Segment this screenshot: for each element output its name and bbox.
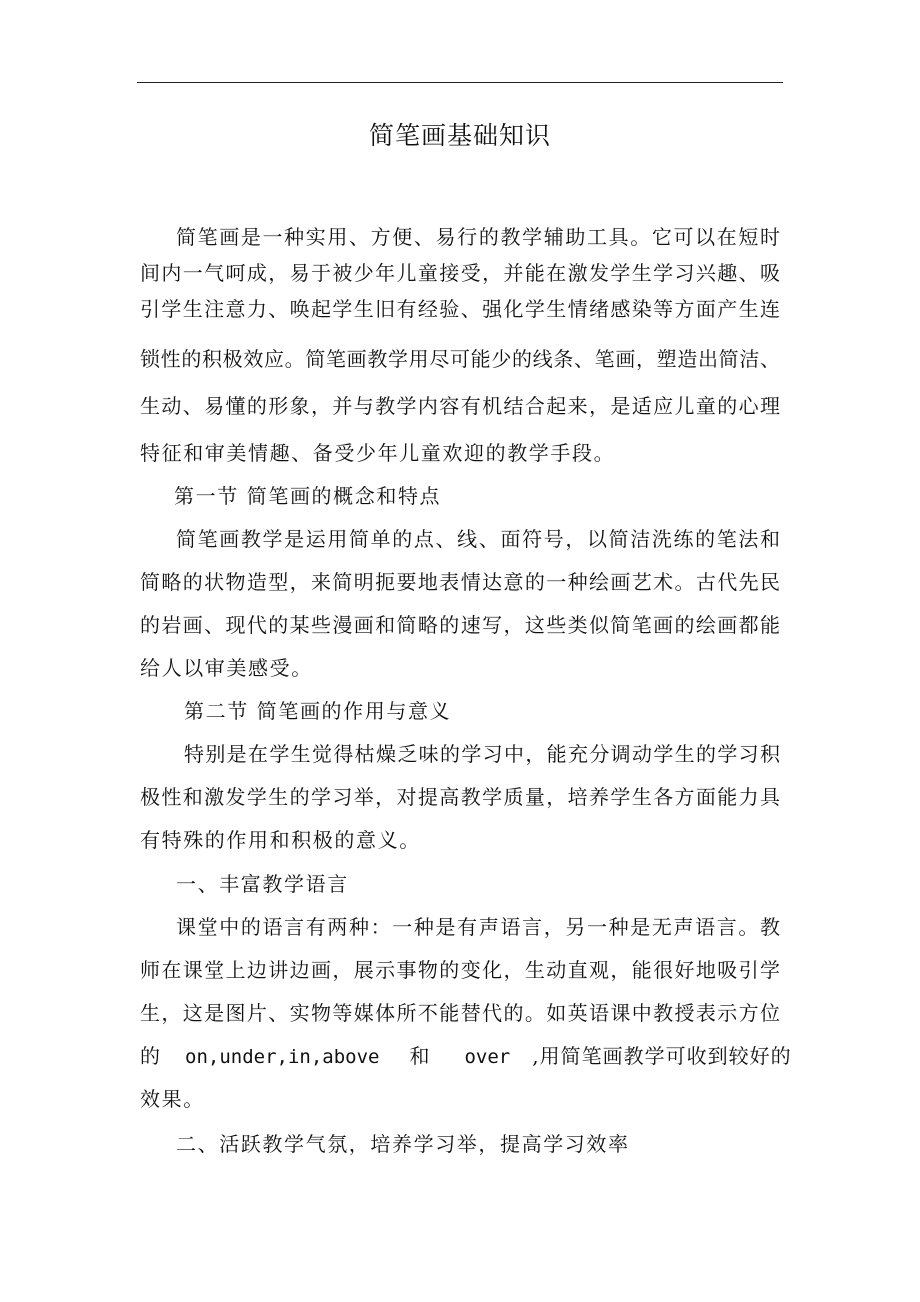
paragraph-line: 极性和激发学生的学习举，对提高教学质量，培养学生各方面能力具: [140, 785, 780, 809]
paragraph-line: 课堂中的语言有两种：一种是有声语言，另一种是无声语言。教: [176, 915, 780, 939]
paragraph-line-mixed: [140, 1038, 792, 1074]
paragraph-line: 有特殊的作用和积极的意义。: [140, 828, 421, 852]
paragraph-line: 特征和审美情趣、备受少年儿童欢迎的教学手段。: [140, 441, 616, 465]
section-heading: 第二节 简笔画的作用与意义: [184, 699, 452, 723]
paragraph-line: 给人以审美感受。: [140, 656, 313, 680]
paragraph-line: 特别是在学生觉得枯燥乏味的学习中，能充分调动学生的学习积: [184, 742, 780, 766]
section-heading: 第一节 简笔画的概念和特点: [174, 484, 442, 508]
paragraph-line: 间内一气呵成，易于被少年儿童接受，并能在激发学生学习兴趣、吸: [140, 261, 780, 285]
paragraph-line: 生，这是图片、实物等媒体所不能替代的。如英语课中教授表示方位: [140, 1001, 780, 1025]
text-segment: 和: [409, 1044, 431, 1068]
english-word: over: [464, 1046, 511, 1068]
paragraph-line: 的岩画、现代的某些漫画和简略的速写，这些类似简笔画的绘画都能: [140, 613, 780, 637]
paragraph-line: 简笔画是一种实用、方便、易行的教学辅助工具。它可以在短时: [176, 225, 780, 249]
subsection-heading: 二、活跃教学气氛，培养学习举，提高学习效率: [176, 1132, 630, 1156]
paragraph-line: 生动、易懂的形象，并与教学内容有机结合起来，是适应儿童的心理: [140, 394, 780, 418]
subsection-heading: 一、丰富教学语言: [176, 872, 349, 896]
paragraph-line: 简略的状物造型，来简明扼要地表情达意的一种绘画艺术。古代先民: [140, 570, 780, 594]
paragraph-line: 锁性的积极效应。简笔画教学用尽可能少的线条、笔画，塑造出简洁、: [140, 347, 780, 371]
paragraph-line: 效果。: [140, 1087, 205, 1111]
header-rule: [137, 82, 783, 83]
text-segment: ,用简笔画教学可收到较好的: [532, 1044, 792, 1068]
text-segment: 的: [140, 1044, 161, 1068]
paragraph-line: 引学生注意力、唤起学生旧有经验、强化学生情绪感染等方面产生连: [140, 297, 780, 321]
paragraph-line: 简笔画教学是运用简单的点、线、面符号，以简洁洗练的笔法和: [176, 527, 780, 551]
english-words: on,under,in,above: [185, 1046, 380, 1068]
document-title: 简笔画基础知识: [368, 121, 551, 150]
paragraph-line: 师在课堂上边讲边画，展示事物的变化，生动直观，能很好地吸引学: [140, 958, 780, 982]
